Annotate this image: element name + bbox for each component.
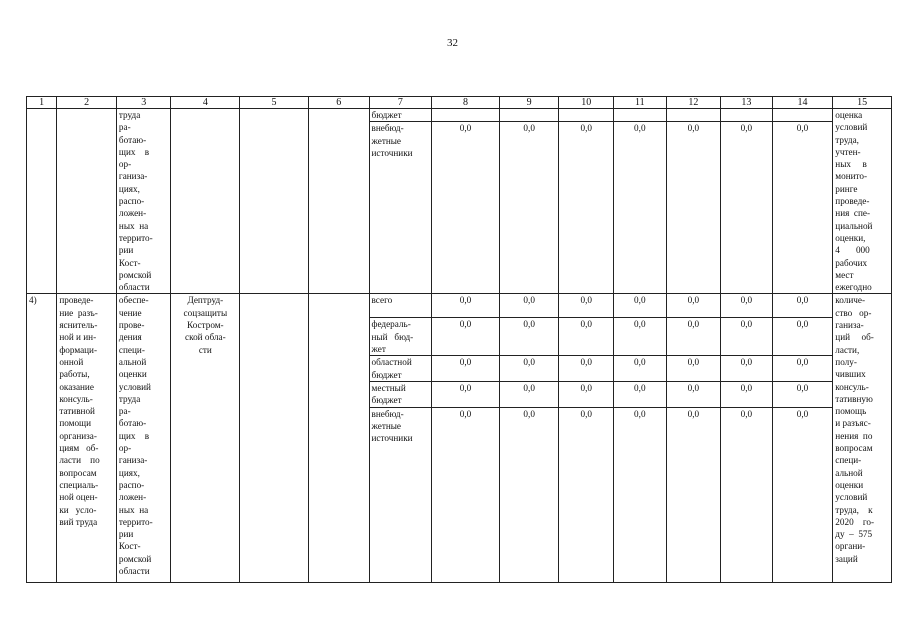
value-cell: 0,0	[432, 122, 500, 294]
table-row	[27, 109, 892, 122]
source-label: внебюд- жетные источники	[369, 407, 432, 582]
value-cell: 0,0	[499, 356, 559, 382]
cell-col6	[308, 109, 369, 294]
value-cell: 0,0	[559, 318, 614, 356]
cell-col3: обеспе- чение прове- дения специ- альной оценки условий труда ра- ботаю- щих в ор- ганиза- циях, распо- ложен- ных на террито- рии Кост- ромской области	[116, 294, 171, 582]
header-cell: 13	[721, 97, 773, 109]
cell-col3: труда ра- ботаю- щих в ор- ганиза- циях, распо- ложен- ных на террито- рии Кост- ромской области	[116, 109, 171, 294]
value-cell: 0,0	[666, 407, 721, 582]
cell-col4	[171, 109, 240, 294]
value-cell: 0,0	[559, 407, 614, 582]
header-cell: 5	[240, 97, 309, 109]
value-cell: 0,0	[721, 294, 773, 318]
header-cell: 7	[369, 97, 432, 109]
cell-col15: оценка условий труда, учтен- ных в монито- ринге проведе- ния спе- циальной оценки, 4 000 рабочих мест ежегодно	[833, 109, 892, 294]
value-cell	[721, 109, 773, 122]
value-cell: 0,0	[559, 381, 614, 407]
value-cell: 0,0	[772, 122, 833, 294]
header-row	[27, 97, 892, 109]
value-cell: 0,0	[721, 356, 773, 382]
cell-col6	[308, 294, 369, 582]
page-number: 32	[447, 37, 458, 49]
source-label: федераль- ный бюд- жет	[369, 318, 432, 356]
header-cell: 12	[666, 97, 721, 109]
source-label: внебюд- жетные источники	[369, 122, 432, 294]
value-cell: 0,0	[772, 318, 833, 356]
value-cell: 0,0	[614, 294, 667, 318]
value-cell	[666, 109, 721, 122]
value-cell: 0,0	[772, 381, 833, 407]
value-cell	[432, 109, 500, 122]
header-cell: 4	[171, 97, 240, 109]
table-row	[27, 294, 892, 318]
header-cell: 15	[833, 97, 892, 109]
value-cell: 0,0	[559, 122, 614, 294]
source-label: местный бюджет	[369, 381, 432, 407]
value-cell: 0,0	[499, 318, 559, 356]
program-table	[26, 96, 892, 583]
value-cell: 0,0	[499, 294, 559, 318]
header-cell: 8	[432, 97, 500, 109]
value-cell: 0,0	[666, 318, 721, 356]
value-cell: 0,0	[614, 407, 667, 582]
header-cell: 1	[27, 97, 57, 109]
header-cell: 9	[499, 97, 559, 109]
cell-col15: количе- ство ор- ганиза- ций об- ласти, полу- чивших консуль- тативную помощь и разъяс- нения по вопросам специ- альной оценки условий труда, к 2020 го- ду – 575 органи- заций	[833, 294, 892, 582]
cell-col5	[240, 109, 309, 294]
value-cell: 0,0	[772, 356, 833, 382]
value-cell: 0,0	[499, 122, 559, 294]
cell-col4: Дептруд- соцзащиты Костром- ской обла- сти	[171, 294, 240, 582]
value-cell: 0,0	[666, 122, 721, 294]
value-cell: 0,0	[499, 381, 559, 407]
cell-col1	[27, 109, 57, 294]
value-cell: 0,0	[432, 294, 500, 318]
header-cell: 11	[614, 97, 667, 109]
value-cell	[559, 109, 614, 122]
source-label: бюджет	[369, 109, 432, 122]
source-label: всего	[369, 294, 432, 318]
value-cell: 0,0	[432, 356, 500, 382]
header-cell: 10	[559, 97, 614, 109]
value-cell: 0,0	[614, 122, 667, 294]
value-cell: 0,0	[772, 294, 833, 318]
cell-col2	[57, 109, 117, 294]
value-cell	[499, 109, 559, 122]
value-cell: 0,0	[432, 407, 500, 582]
value-cell: 0,0	[772, 407, 833, 582]
value-cell: 0,0	[721, 122, 773, 294]
header-cell: 3	[116, 97, 171, 109]
value-cell: 0,0	[721, 407, 773, 582]
cell-col2: проведе- ние разъ- яснитель- ной и ин- формаци- онной работы, оказание консуль- тативной помощи организа- циям об- ласти по вопросам специаль- ной оцен- ки усло- вий труда	[57, 294, 117, 582]
header-cell: 14	[772, 97, 833, 109]
value-cell: 0,0	[559, 294, 614, 318]
value-cell: 0,0	[614, 381, 667, 407]
value-cell: 0,0	[666, 356, 721, 382]
header-cell: 2	[57, 97, 117, 109]
value-cell: 0,0	[721, 318, 773, 356]
value-cell: 0,0	[666, 294, 721, 318]
value-cell: 0,0	[614, 356, 667, 382]
value-cell: 0,0	[499, 407, 559, 582]
value-cell: 0,0	[721, 381, 773, 407]
header-cell: 6	[308, 97, 369, 109]
value-cell	[772, 109, 833, 122]
source-label: областной бюджет	[369, 356, 432, 382]
value-cell	[614, 109, 667, 122]
value-cell: 0,0	[559, 356, 614, 382]
value-cell: 0,0	[432, 318, 500, 356]
value-cell: 0,0	[666, 381, 721, 407]
cell-col1: 4)	[27, 294, 57, 582]
cell-col5	[240, 294, 309, 582]
value-cell: 0,0	[432, 381, 500, 407]
value-cell: 0,0	[614, 318, 667, 356]
